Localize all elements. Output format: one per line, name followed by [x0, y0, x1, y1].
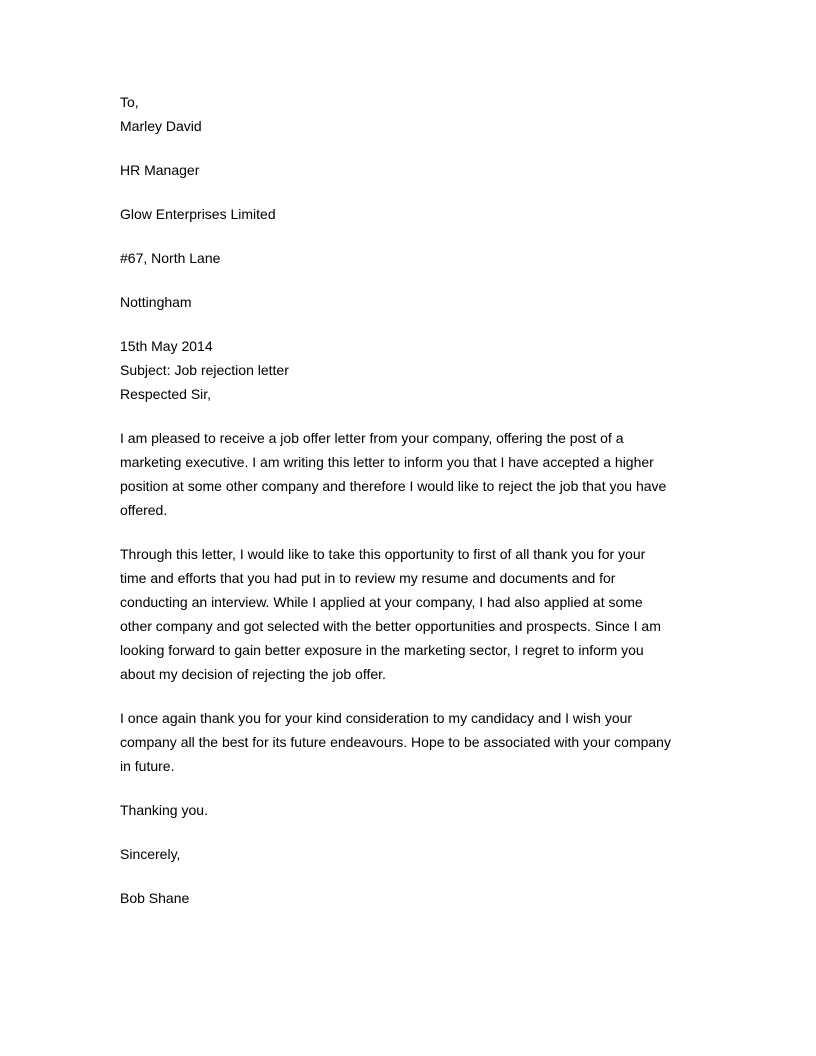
- closing-sign-off: [120, 842, 680, 866]
- body-paragraph-1: [120, 426, 680, 522]
- recipient-city: [120, 290, 680, 314]
- recipient-name: Marley David: [120, 118, 202, 134]
- body-paragraph-2: [120, 542, 680, 686]
- body-paragraph-line: position at some other company and therefore I would like to reject the job that you have: [120, 478, 667, 494]
- closing-thanks-line: Thanking you.: [120, 802, 208, 818]
- body-paragraph-line: marketing executive. I am writing this letter to inform you that I have accepted a higher: [120, 454, 654, 470]
- body-paragraph-3: [120, 706, 680, 778]
- body-paragraph-line: in future.: [120, 758, 175, 774]
- body-paragraph-line: I once again thank you for your kind consideration to my candidacy and I wish your: [120, 710, 633, 726]
- body-paragraph-line: Through this letter, I would like to take this opportunity to first of all thank you for your: [120, 546, 646, 562]
- closing-thanks: [120, 798, 680, 822]
- letter-date: 15th May 2014: [120, 338, 213, 354]
- recipient-title-line: HR Manager: [120, 162, 200, 178]
- recipient-title: [120, 158, 680, 182]
- letter-content: [120, 90, 680, 930]
- closing-sign-off-line: Sincerely,: [120, 846, 181, 862]
- recipient-company: [120, 202, 680, 226]
- letter-subject: Subject: Job rejection letter: [120, 362, 289, 378]
- signature-name: Bob Shane: [120, 890, 190, 906]
- recipient-street-line: #67, North Lane: [120, 250, 221, 266]
- recipient-company-line: Glow Enterprises Limited: [120, 206, 276, 222]
- recipient-block: [120, 90, 680, 138]
- body-paragraph-line: other company and got selected with the better opportunities and prospects. Since I am: [120, 618, 661, 634]
- body-paragraph-line: looking forward to gain better exposure in the marketing sector, I regret to inform you: [120, 642, 644, 658]
- recipient-city-line: Nottingham: [120, 294, 192, 310]
- body-paragraph-line: offered.: [120, 502, 168, 518]
- letter-greeting: Respected Sir,: [120, 386, 212, 402]
- body-paragraph-line: time and efforts that you had put in to review my resume and documents and for: [120, 570, 616, 586]
- body-paragraph-line: about my decision of rejecting the job offer.: [120, 666, 386, 682]
- closing-signature: [120, 886, 680, 910]
- body-paragraph-line: I am pleased to receive a job offer letter from your company, offering the post of a: [120, 430, 624, 446]
- body-paragraph-line: conducting an interview. While I applied at your company, I had also applied at some: [120, 594, 643, 610]
- recipient-to: To,: [120, 94, 139, 110]
- date-subject-block: [120, 334, 680, 406]
- recipient-street: [120, 246, 680, 270]
- body-paragraph-line: company all the best for its future endeavours. Hope to be associated with your company: [120, 734, 671, 750]
